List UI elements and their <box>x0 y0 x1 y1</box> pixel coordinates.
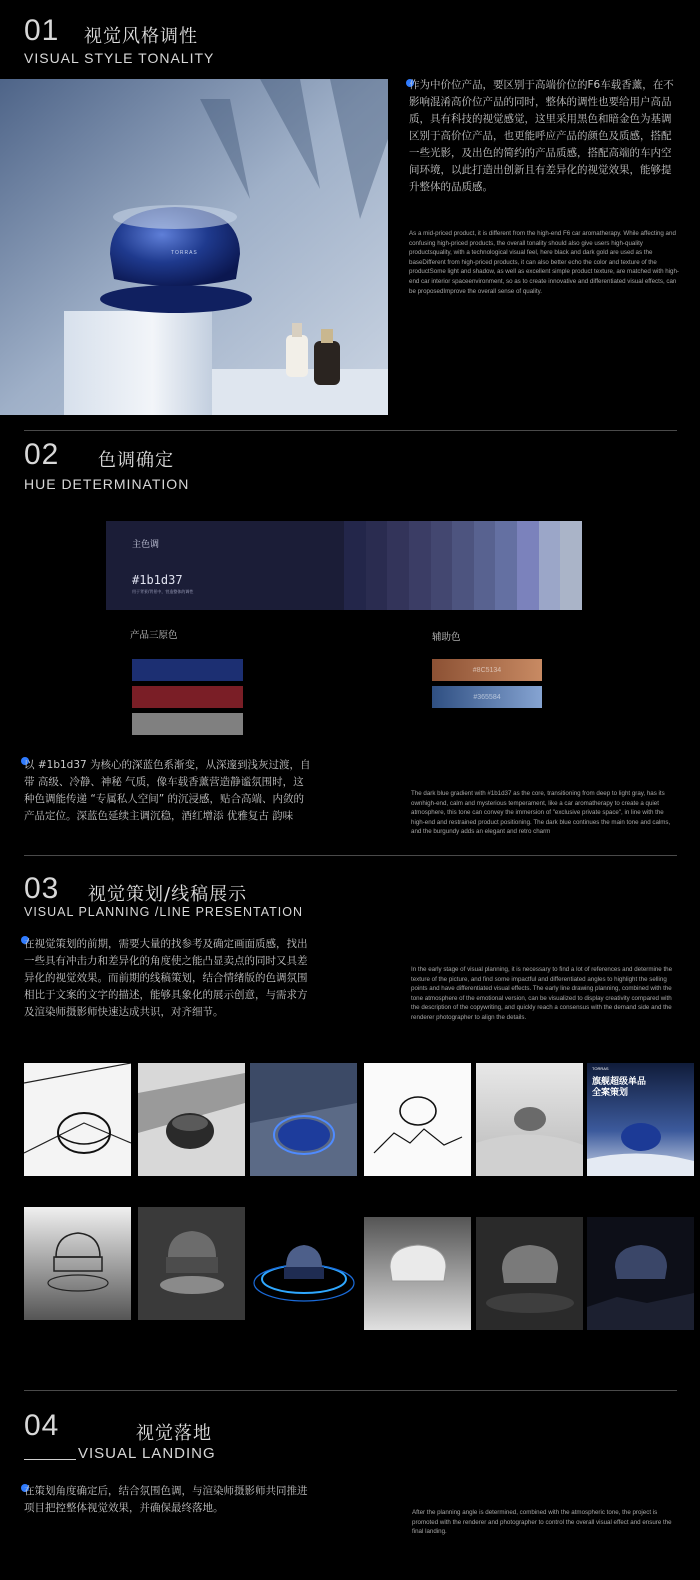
gradient-step-swatch <box>431 521 453 610</box>
gradient-step-swatch <box>387 521 409 610</box>
poster-title-line1: 旗舰超级单品 <box>592 1077 647 1087</box>
section3-body-en: In the early stage of visual planning, it is necessary to find a lot of references and determine the texture of the picture, and find some impactful and differentiated angles to highlight the selling points and have differentiated visual effects. The early line drawing planning, combined with the tone atmosphere of the emotional version, can be visualized to display creativity compared with the description of the copywriting, and quickly reach a consensus with the demand side and the renderer photographer to align the details. <box>411 966 673 1021</box>
section-divider <box>24 430 677 431</box>
gradient-step-swatch <box>495 521 517 610</box>
section-title-cn: 视觉风格调性 <box>84 26 198 47</box>
section-number: 03 <box>24 872 60 905</box>
secondary-color-hex: #8C5134 <box>472 666 502 674</box>
main-tone-label: 主色调 <box>132 540 160 550</box>
section-divider <box>24 1390 677 1391</box>
gradient-step-swatch <box>344 521 366 610</box>
sketch-image <box>24 1063 131 1176</box>
render-image <box>24 1207 131 1320</box>
main-tone-hex: #1b1d37 <box>132 573 183 587</box>
hero-product-image <box>0 79 388 415</box>
section-title-cn: 视觉落地 <box>136 1423 212 1444</box>
render-image <box>476 1217 583 1330</box>
secondary-color-hex: #365584 <box>473 693 501 701</box>
section-number: 02 <box>24 438 60 471</box>
secondary-color-swatch <box>432 686 542 708</box>
gradient-step-swatch <box>409 521 431 610</box>
sketch-image <box>250 1063 357 1176</box>
section2-body-cn: 以 #1b1d37 为核心的深蓝色系渐变，从深邃到浅灰过渡，自带 高级、冷静、神秘 气质，像车载香薰营造静谧氛围时，这种色调能传递 “专属私人空间” 的沉浸感，贴合高端、内敛的产品定位。深蓝色延续主调沉稳，酒红增添 优雅复古 韵味 <box>24 759 311 822</box>
render-image <box>587 1217 694 1330</box>
primary-colors-list <box>132 659 243 740</box>
secondary-colors-label: 辅助色 <box>432 632 461 643</box>
gradient-step-swatch <box>474 521 496 610</box>
poster-image <box>587 1063 694 1176</box>
render-image <box>138 1207 245 1320</box>
gradient-step-swatch <box>366 521 388 610</box>
primary-color-swatch <box>132 659 243 681</box>
sketch-image <box>476 1063 583 1176</box>
poster-title-line2: 全案策划 <box>592 1088 629 1098</box>
section-title-cn: 色调确定 <box>98 450 174 471</box>
primary-color-swatch <box>132 686 243 708</box>
section-divider <box>24 855 677 856</box>
section1-body-cn: 作为中价位产品，要区别于高端价位的F6车载香薰，在不影响混淆高价位产品的同时，整体的调性也要给用户高品质，具有科技的视觉感觉，这里采用黑色和暗金色为基调区别于高价位产品，也更能呼应产品的颜色及质感，搭配一些光影，及出色的简约的产品质感，搭配高端的车内空间环境，以此打造出创新且有差异化的视觉效果，能够提升整体的品质感。 <box>409 79 674 193</box>
section-title-en: VISUAL LANDING <box>78 1445 216 1462</box>
section-title-en: HUE DETERMINATION <box>24 476 190 492</box>
main-tone-swatch <box>106 521 344 610</box>
main-tone-note: 用于背景/背景中，营造整体的调性 <box>132 589 194 594</box>
primary-color-swatch <box>132 713 243 735</box>
secondary-color-swatch <box>432 659 542 681</box>
gradient-steps <box>344 521 582 610</box>
main-tone-gradient-bar <box>106 521 582 610</box>
secondary-colors-list <box>432 659 542 713</box>
section-number: 04 <box>24 1409 60 1442</box>
section4-body-en: After the planning angle is determined, combined with the atmospheric tone, the project is promoted with the renderer and photographer to control the overall visual effect and ensure the final landing. <box>412 1509 672 1536</box>
sketch-image <box>138 1063 245 1176</box>
gradient-step-swatch <box>452 521 474 610</box>
product-brand-mark: TORRAS <box>171 250 198 256</box>
poster-brand: TORRAS <box>592 1066 609 1071</box>
gradient-step-swatch <box>560 521 582 610</box>
render-image <box>250 1207 357 1320</box>
section-title-cn: 视觉策划/线稿展示 <box>88 884 248 905</box>
section-title-en: VISUAL PLANNING /LINE PRESENTATION <box>24 905 303 919</box>
section-title-en: VISUAL STYLE TONALITY <box>24 50 215 66</box>
sketch-image <box>364 1063 471 1176</box>
render-image <box>364 1217 471 1330</box>
gradient-step-swatch <box>517 521 539 610</box>
title-underline <box>24 1459 76 1460</box>
section3-body-cn: 在视觉策划的前期，需要大量的找参考及确定画面质感，找出一些具有冲击力和差异化的角度使之能凸显卖点的同时又具差异化的视觉效果。而前期的线稿策划，结合情绪版的色调氛围相比于文案的文字的描述，能够具象化的展示创意，与需求方及渲染师摄影师快速达成共识，对齐细节。 <box>24 938 308 1018</box>
section-number: 01 <box>24 14 60 47</box>
section1-body-en: As a mid-priced product, it is different from the high-end F6 car aromatherapy. While affecting and confusing high-priced products, the overall tonality should also give users high-quality productsquality, with a technological visual feel, here black and dark gold are used as the baseDifferent from high-priced products, it can also better echo the color and texture of the productSome light and shadow, as well as excellent simple product texture, are matched with high-end car interior spaceenvironment, so as to create innovative and differentiated visual effects, can be proposedImprove the overall sense of quality. <box>409 230 679 295</box>
section4-body-cn: 在策划角度确定后，结合氛围色调，与渲染师摄影师共同推进项目把控整体视觉效果，并确保最终落地。 <box>24 1485 308 1514</box>
gradient-step-swatch <box>539 521 561 610</box>
primary-colors-label: 产品三原色 <box>130 630 178 641</box>
section2-body-en: The dark blue gradient with #1b1d37 as the core, transitioning from deep to light gray, has its ownhigh-end, calm and mysterious temperament, like a car aromatherapy to create a quiet atmosphere, this tone can convey the immersion of "exclusive private space", in line with the high-end and restrained product positioning. The dark blue continues the main tone and calms, and the burgundy adds an elegant and retro charm <box>411 790 671 836</box>
